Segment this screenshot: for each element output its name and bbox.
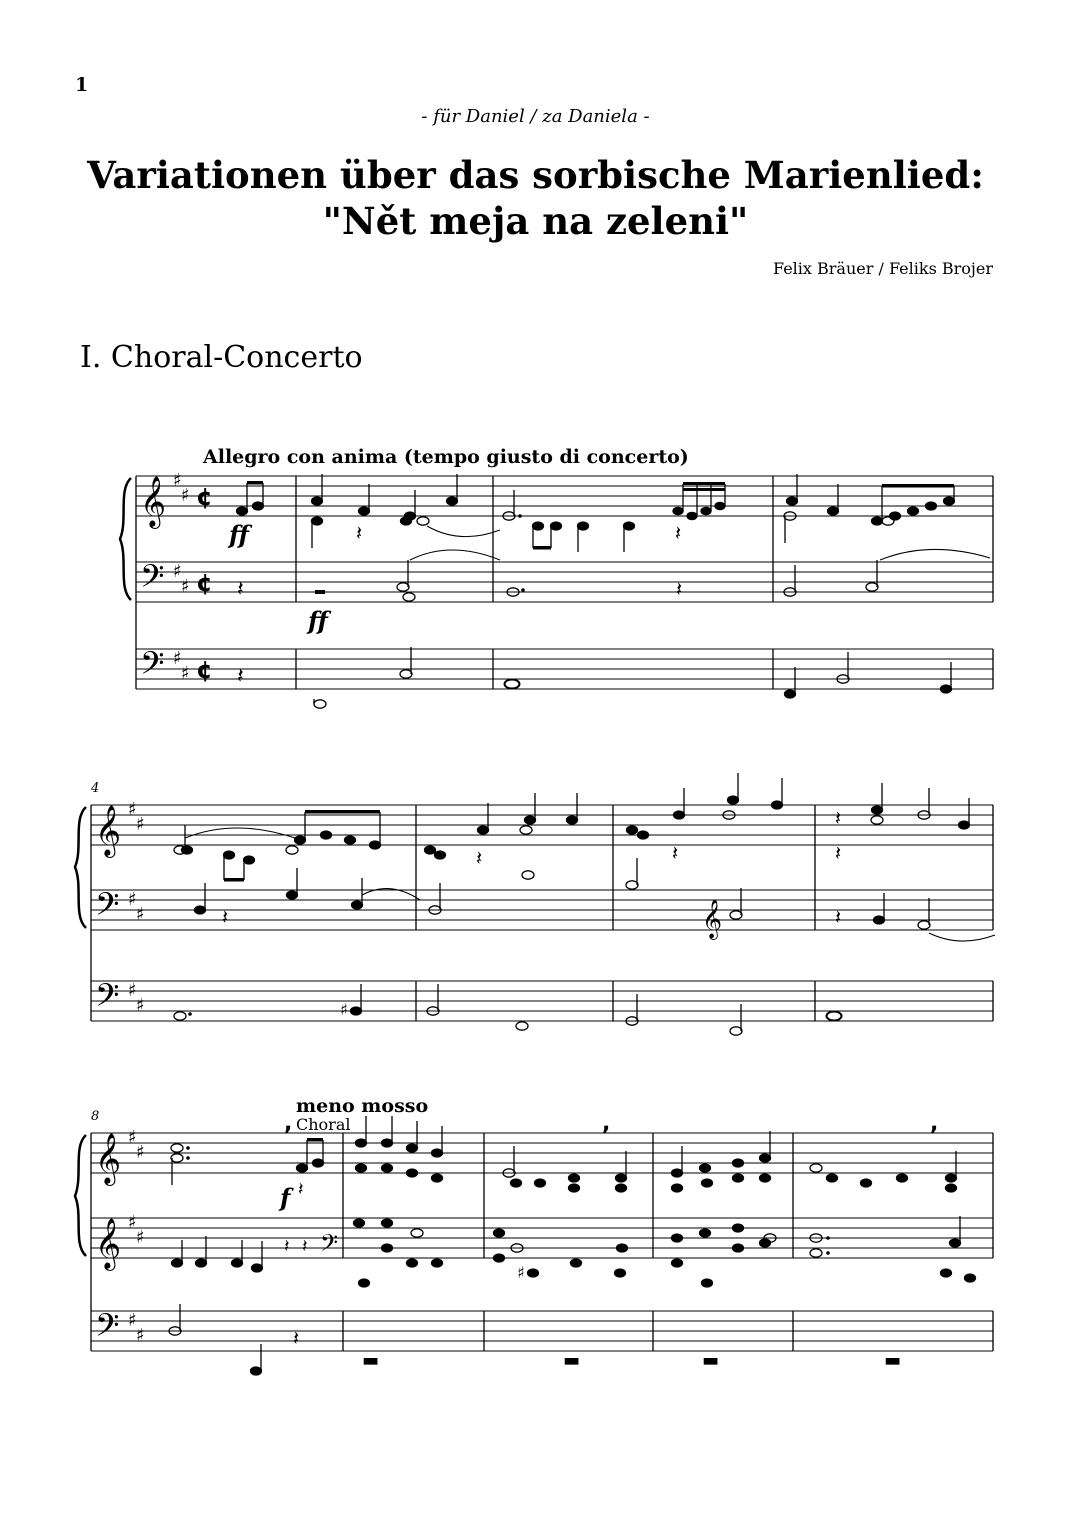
key-signature — [128, 1127, 145, 1346]
svg-text:¢: ¢ — [196, 483, 213, 511]
notes — [169, 1116, 976, 1375]
dedication: - für Daniel / za Daniela - — [421, 106, 650, 127]
title-line-2: "Nět meja na zeleni" — [322, 199, 749, 243]
svg-text:♯: ♯ — [340, 1000, 348, 1019]
svg-text:♯: ♯ — [136, 995, 145, 1016]
svg-text:,: , — [284, 1111, 293, 1136]
svg-text:𝄽: 𝄽 — [835, 806, 842, 830]
measure-number: 8 — [91, 1109, 100, 1124]
notes — [237, 474, 991, 708]
time-signature — [196, 483, 213, 684]
staff-pedal — [136, 649, 993, 689]
staff-pedal — [91, 1311, 993, 1351]
bass-clef-icon: 𝄢 — [95, 1307, 120, 1351]
svg-text:♯: ♯ — [173, 648, 182, 669]
bass-clef-icon: 𝄢 — [140, 645, 165, 689]
key-signature — [128, 799, 145, 1016]
svg-text:𝄽: 𝄽 — [302, 1236, 308, 1257]
svg-text:¢: ¢ — [196, 569, 213, 597]
notes — [174, 773, 995, 1035]
svg-text:𝄽: 𝄽 — [222, 905, 229, 929]
svg-text:♯: ♯ — [128, 889, 137, 910]
staff-lower — [91, 1218, 993, 1258]
svg-text:♯: ♯ — [136, 814, 145, 835]
treble-clef-icon: 𝄞 — [140, 476, 167, 527]
system-3 — [75, 1095, 993, 1375]
svg-text:𝄽: 𝄽 — [476, 846, 483, 870]
svg-text:♯: ♯ — [128, 799, 137, 820]
svg-text:𝄽: 𝄽 — [237, 577, 244, 602]
svg-text:𝄽: 𝄽 — [835, 905, 842, 929]
svg-text:𝄽: 𝄽 — [298, 1179, 304, 1200]
svg-text:▬: ▬ — [702, 1350, 720, 1371]
title-line-1: Variationen über das sorbische Marienlied: — [87, 153, 984, 197]
svg-text:𝄽: 𝄽 — [237, 664, 244, 689]
choral-label: Choral — [296, 1115, 351, 1134]
svg-text:𝄽: 𝄽 — [293, 1326, 300, 1350]
dynamic-ff: ff — [229, 520, 249, 549]
brace-icon — [75, 807, 86, 928]
bass-clef-icon: 𝄢 — [140, 558, 165, 602]
svg-text:♯: ♯ — [517, 1263, 525, 1282]
svg-text:𝄽: 𝄽 — [676, 577, 683, 601]
svg-text:,: , — [930, 1111, 939, 1136]
treble-clef-icon: 𝄞 — [95, 1133, 122, 1184]
svg-text:𝄽: 𝄽 — [672, 841, 679, 865]
staff-upper — [91, 805, 993, 845]
svg-text:𝄽: 𝄽 — [284, 1236, 290, 1257]
staff-upper — [136, 476, 993, 516]
measure-number: 4 — [91, 781, 100, 796]
staff-lower — [136, 562, 993, 602]
brace-icon — [75, 1135, 86, 1256]
staff-pedal — [91, 981, 993, 1021]
svg-text:♯: ♯ — [173, 561, 182, 582]
dynamic-ff: ff — [308, 606, 328, 635]
meno-mosso-marking: meno mosso — [296, 1095, 429, 1117]
svg-text:▬: ▬ — [362, 1350, 380, 1371]
svg-text:𝄽: 𝄽 — [675, 521, 682, 545]
svg-text:♯: ♯ — [136, 1227, 145, 1248]
system-2 — [75, 773, 995, 1035]
svg-text:,: , — [602, 1111, 611, 1136]
svg-text:♯: ♯ — [136, 1142, 145, 1163]
bass-clef-icon: 𝄢 — [95, 977, 120, 1021]
dynamic-f: f — [280, 1183, 291, 1212]
svg-text:♯: ♯ — [128, 1310, 137, 1331]
bass-clef-icon: 𝄢 — [95, 886, 120, 930]
treble-clef-icon: 𝄞 — [95, 1218, 122, 1269]
page-number: 1 — [75, 74, 89, 96]
svg-text:♯: ♯ — [128, 980, 137, 1001]
composer: Felix Bräuer / Feliks Brojer — [772, 259, 993, 278]
svg-text:▬: ▬ — [563, 1350, 581, 1371]
svg-text:♯: ♯ — [181, 663, 190, 684]
svg-text:♯: ♯ — [136, 1325, 145, 1346]
svg-text:♯: ♯ — [128, 1127, 137, 1148]
svg-text:𝄽: 𝄽 — [356, 521, 363, 545]
treble-clef-icon: 𝄞 — [702, 899, 723, 939]
svg-text:¢: ¢ — [196, 656, 213, 684]
key-signature — [173, 470, 190, 684]
svg-text:▬: ▬ — [884, 1350, 902, 1371]
svg-text:♯: ♯ — [128, 1212, 137, 1233]
tempo-marking: Allegro con anima (tempo giusto di concerto) — [203, 446, 689, 468]
treble-clef-icon: 𝄞 — [95, 805, 122, 856]
svg-text:♯: ♯ — [181, 576, 190, 597]
brace-icon — [120, 478, 131, 600]
svg-text:𝄽: 𝄽 — [835, 841, 842, 865]
staff-upper — [91, 1133, 993, 1173]
svg-text:♯: ♯ — [136, 904, 145, 925]
svg-text:♯: ♯ — [173, 470, 182, 491]
movement-title: I. Choral-Concerto — [80, 340, 363, 375]
bass-clef-icon: 𝄢 — [320, 1229, 339, 1262]
system-1 — [120, 446, 993, 708]
svg-text:♯: ♯ — [181, 485, 190, 506]
